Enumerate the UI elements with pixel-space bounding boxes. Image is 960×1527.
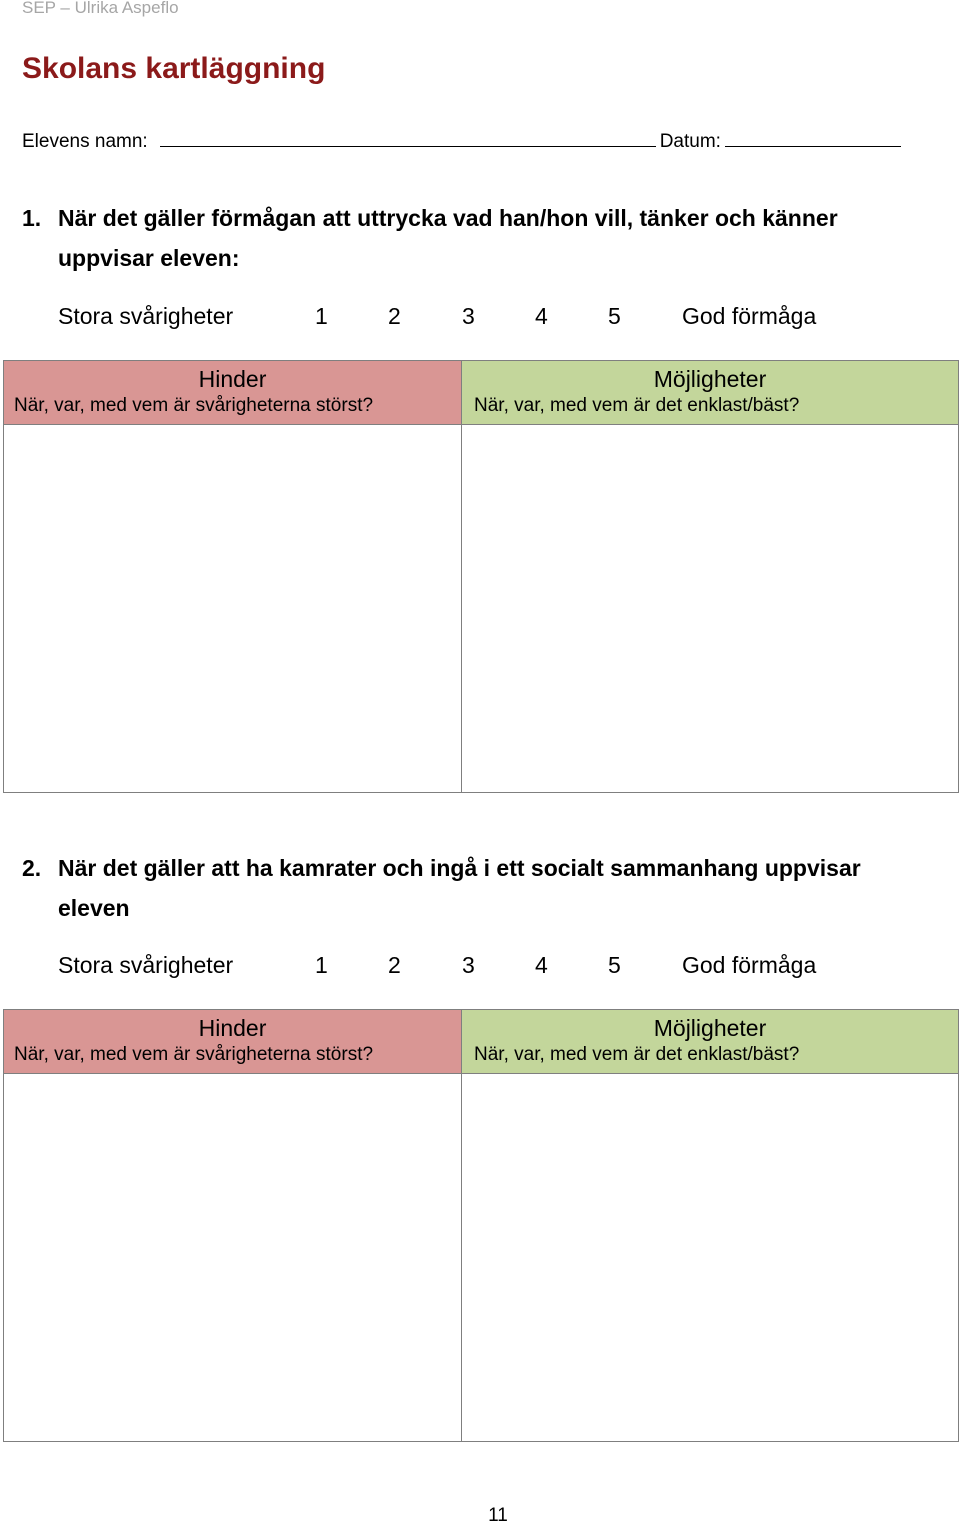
scale-value-3[interactable]: 3	[462, 952, 475, 978]
mojligheter-title: Möjligheter	[653, 366, 767, 392]
scale-high-label: God förmåga	[682, 952, 817, 978]
question-number: 1.	[22, 205, 42, 231]
scale-value-5[interactable]: 5	[608, 303, 621, 329]
hinder-answer-area[interactable]	[4, 425, 461, 792]
hinder-subtitle: När, var, med vem är svårigheterna störst?	[14, 395, 374, 416]
question-1	[22, 198, 922, 278]
date-label: Datum:	[659, 131, 721, 152]
student-name-label: Elevens namn:	[22, 131, 148, 152]
question-text-line-2: uppvisar eleven:	[58, 245, 240, 271]
name-date-line	[22, 126, 901, 153]
hinder-header	[4, 1010, 461, 1074]
question-2	[22, 848, 922, 928]
scale-value-3[interactable]: 3	[462, 303, 475, 329]
date-field[interactable]	[725, 126, 901, 147]
scale-value-5[interactable]: 5	[608, 952, 621, 978]
mojligheter-header	[462, 361, 958, 425]
mojligheter-title: Möjligheter	[653, 1015, 767, 1041]
page-title: Skolans kartläggning	[22, 52, 326, 85]
rating-scale-2	[58, 952, 918, 982]
mojligheter-column	[462, 1010, 958, 1441]
question-number: 2.	[22, 855, 42, 881]
hinder-column	[4, 1010, 462, 1441]
question-text-line-2: eleven	[58, 895, 130, 921]
scale-value-2[interactable]: 2	[388, 952, 401, 978]
mojligheter-answer-area[interactable]	[462, 425, 958, 792]
hinder-title: Hinder	[198, 366, 267, 392]
question-text-line-1: När det gäller att ha kamrater och ingå i ett socialt sammanhang uppvisar	[58, 855, 861, 881]
running-header: SEP – Ulrika Aspeflo	[22, 0, 179, 17]
mojligheter-answer-area[interactable]	[462, 1074, 958, 1441]
student-name-field[interactable]	[160, 126, 656, 147]
page-number: 11	[488, 1505, 508, 1526]
assessment-table-1	[3, 360, 959, 793]
hinder-answer-area[interactable]	[4, 1074, 461, 1441]
scale-low-label: Stora svårigheter	[58, 303, 234, 329]
scale-value-2[interactable]: 2	[388, 303, 401, 329]
mojligheter-subtitle: När, var, med vem är det enklast/bäst?	[474, 1044, 800, 1065]
scale-high-label: God förmåga	[682, 303, 817, 329]
hinder-title: Hinder	[198, 1015, 267, 1041]
scale-value-1[interactable]: 1	[315, 952, 328, 978]
assessment-table-2	[3, 1009, 959, 1442]
mojligheter-header	[462, 1010, 958, 1074]
hinder-column	[4, 361, 462, 792]
question-text-line-1: När det gäller förmågan att uttrycka vad han/hon vill, tänker och känner	[58, 205, 838, 231]
scale-value-4[interactable]: 4	[535, 952, 548, 978]
hinder-header	[4, 361, 461, 425]
hinder-subtitle: När, var, med vem är svårigheterna störst?	[14, 1044, 374, 1065]
mojligheter-subtitle: När, var, med vem är det enklast/bäst?	[474, 395, 800, 416]
scale-low-label: Stora svårigheter	[58, 952, 234, 978]
scale-value-1[interactable]: 1	[315, 303, 328, 329]
rating-scale-1	[58, 303, 918, 333]
scale-value-4[interactable]: 4	[535, 303, 548, 329]
mojligheter-column	[462, 361, 958, 792]
